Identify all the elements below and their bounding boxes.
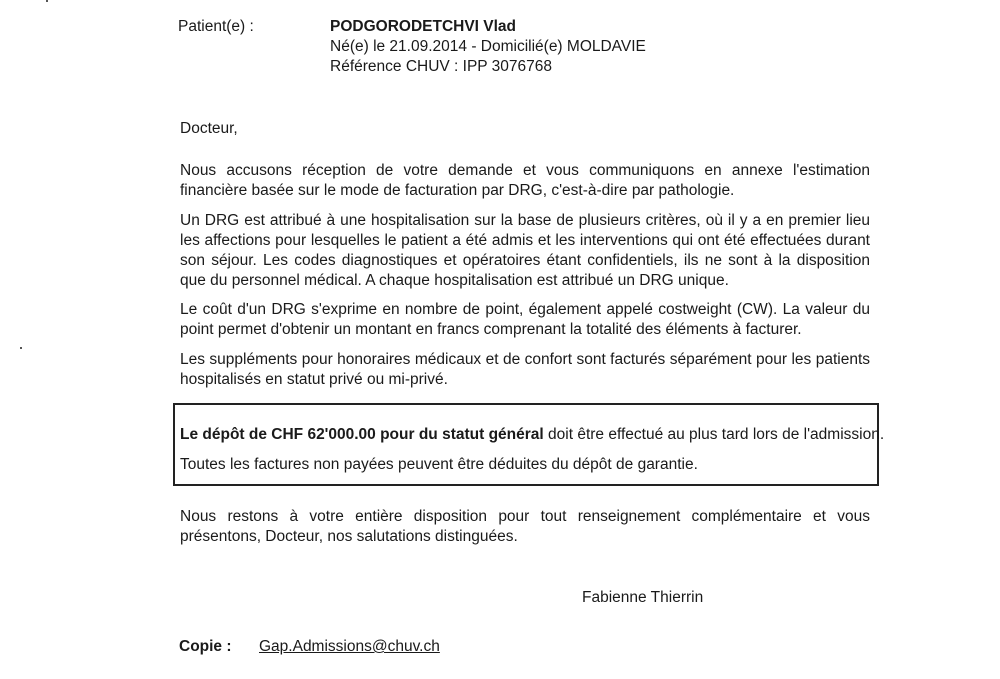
signature-name: Fabienne Thierrin bbox=[582, 589, 704, 606]
salutation: Docteur, bbox=[180, 120, 238, 137]
paragraph-drg-definition: Un DRG est attribué à une hospitalisation sur la base de plusieurs critères, où il y a en premier lieu les affections pour lesquelles le patient a été admis et les interventions qui ont été effectuées durant son séjour. Les codes diagnostiques et opératoires étant confidentiels, ils ne sont à la disposition que du personnel médical. A chaque hospitalisation est attribué un DRG unique. bbox=[180, 212, 870, 289]
patient-name: PODGORODETCHVI Vlad bbox=[330, 18, 517, 35]
patient-birth-line: Né(e) le 21.09.2014 - Domicilié(e) MOLDAVIE bbox=[330, 38, 646, 55]
paragraph-acknowledgement: Nous accusons réception de votre demande et vous communiquons en annexe l'estimation financière basée sur le mode de facturation par DRG, c'est-à-dire par pathologie. bbox=[180, 162, 870, 199]
patient-label: Patient(e) : bbox=[178, 18, 254, 35]
deposit-deadline-text: doit être effectué au plus tard lors de l'admission. bbox=[543, 426, 885, 443]
deposit-amount-line bbox=[180, 425, 884, 445]
paragraph-supplements: Les suppléments pour honoraires médicaux et de confort sont facturés séparément pour les patients hospitalisés en statut privé ou mi-privé. bbox=[180, 351, 870, 388]
deposit-invoices-line: Toutes les factures non payées peuvent être déduites du dépôt de garantie. bbox=[180, 456, 698, 473]
copy-label: Copie : bbox=[179, 638, 232, 655]
paragraph-closing: Nous restons à votre entière disposition pour tout renseignement complémentaire et vous présentons, Docteur, nos salutations distinguées. bbox=[180, 508, 870, 545]
patient-info bbox=[330, 17, 646, 77]
patient-reference: Référence CHUV : IPP 3076768 bbox=[330, 58, 553, 75]
paragraph-drg-cost: Le coût d'un DRG s'exprime en nombre de point, également appelé costweight (CW). La valeur du point permet d'obtenir un montant en francs comprenant la totalité des éléments à facturer. bbox=[180, 301, 870, 338]
scan-speck bbox=[20, 347, 22, 349]
scan-speck bbox=[46, 0, 48, 2]
deposit-amount-bold: Le dépôt de CHF 62'000.00 pour du statut général bbox=[180, 426, 544, 443]
deposit-notice-box bbox=[173, 403, 885, 486]
copy-email-link[interactable]: Gap.Admissions@chuv.ch bbox=[259, 638, 440, 655]
